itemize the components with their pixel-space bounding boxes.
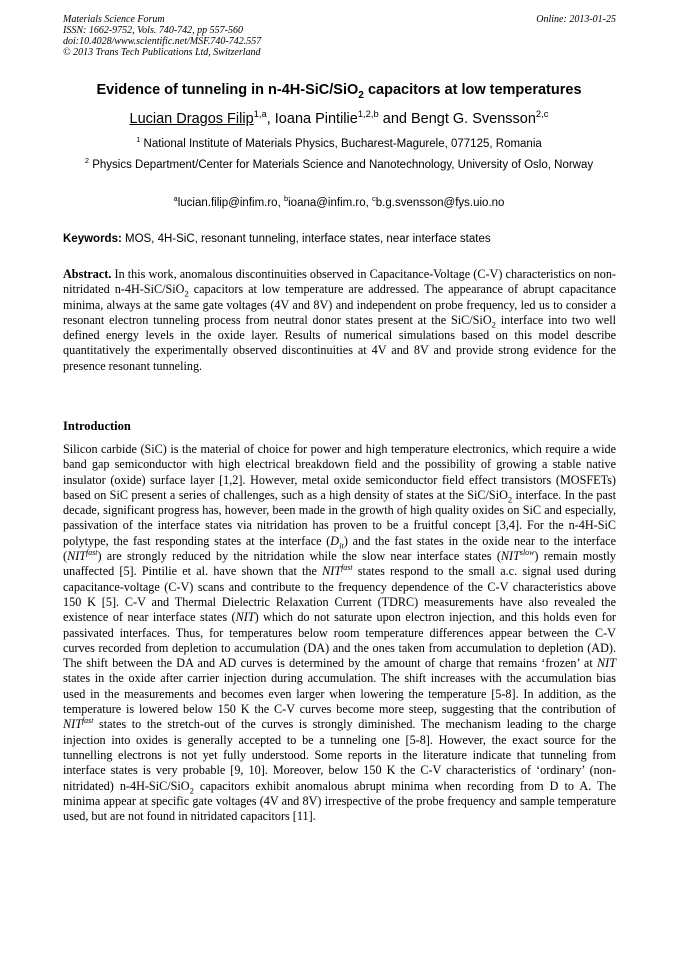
page-header	[63, 14, 616, 58]
abstract-label: Abstract.	[63, 267, 112, 281]
keywords: Keywords: MOS, 4H-SiC, resonant tunneling, interface states, near interface states	[63, 233, 491, 245]
online-date: Online: 2013-01-25	[536, 14, 616, 25]
issn-line: ISSN: 1662-9752, Vols. 740-742, pp 557-560	[63, 25, 243, 36]
author-list: Lucian Dragos Filip$^{1,a}$, Ioana Pintilie$^{1,2,b}$ and Bengt G. Svensson$^{2,c}$	[129, 108, 549, 127]
copyright-line: © 2013 Trans Tech Publications Ltd, Switzerland	[63, 47, 261, 58]
abstract: Abstract. In this work, anomalous discontinuities observed in Capacitance-Voltage (C-V) characteristics on non-nitridated n-4H-SiC/SiO$_2$ capacitors at low temperature are addressed. The appearance of abrupt capacitance minima, always at the same gate voltages (4V and 8V) and independent on probe frequency, led us to consider a resonant electron tunneling process from neutral donor states present at the SiC/SiO$_2$ interface into two well defined energy levels in the oxide layer. Results of numerical simulations based on this model describe quantitatively the experimentally observed discontinuities at 4V and 8V and provide strong evidence for the presence resonant tunneling.	[63, 267, 616, 373]
affiliation-1: $^1$ National Institute of Materials Physics, Bucharest-Magurele, 077125, Romania	[136, 135, 542, 150]
keywords-label: Keywords:	[63, 233, 122, 245]
section-heading-introduction: Introduction	[63, 419, 131, 433]
author-1: Lucian Dragos Filip	[129, 111, 254, 127]
doi-line: doi:10.4028/www.scientific.net/MSF.740-742.557	[63, 36, 262, 47]
author-3: Bengt G. Svensson	[410, 111, 536, 127]
author-2: Ioana Pintilie	[274, 111, 358, 127]
affiliation-2: $^2$ Physics Department/Center for Materials Science and Nanotechnology, University of Oslo, Norway	[84, 156, 594, 171]
introduction-paragraph: Silicon carbide (SiC) is the material of choice for power and high temperature electronics, which require a wide band gap semiconductor with high electrical breakdown field and the possibility of growing a stable native insulator (oxide) surface layer [1,2]. However, metal oxide semiconductor field effect transistors (MOSFETs) based on SiC present a series of challenges, such as a high density of states at the SiC/SiO$_2$ interface. In the past decade, significant progress has, however, been made in the growth of high quality oxides on SiC and especially, passivation of the interface states via nitridation has proven to be a fruitful concept [3,4]. For the n-4H-SiC polytype, the fast responding states at the interface $(D_{it})$ and the fast states in the oxide near to the interface $(NIT^{fast})$ are strongly reduced by the nitridation while the slow near interface states $(NIT^{slow})$ remain mostly unaffected [5]. Pintilie et al. have shown that the $NIT^{fast}$ states respond to the small a.c. signal used during capacitance-voltage (C-V) scans and contribute to the frequency dependence of the C-V characteristics above 150 K [5]. C-V and Thermal Dielectric Relaxation Current (TDRC) measurements have also revealed the existence of near interface states (NIT) which do not saturate upon electron injection, and this holds even for passivated interfaces. Thus, for temperatures below room temperature differences appear between the C-V curves recorded from depletion to accumulation (DA) and the ones taken from accumulation to depletion (AD). The shift between the DA and AD curves is determined by the amount of charge that remains ‘frozen’ at NIT states in the oxide after carrier injection during accumulation. The shift increases with the accumulation bias used in the measurements and becomes even larger when lowering the temperature [5-8]. In addition, as the temperature is lowered below 150 K the C-V curves become more steep, suggesting that the contribution of $NIT^{fast}$ states to the stretch-out of the curves is strongly diminished. The mechanism leading to the charge injection into oxides is generally accepted to be a tunneling one [5-8]. However, the exact source for the tunnelling electrons is not yet fully understood. Some reports in the literature indicate that tunneling from interface states is very probable [9, 10]. Moreover, below 150 K the C-V characteristics of ‘ordinary’ (non-nitridated) n-4H-SiC/SiO$_2$ capacitors exhibit anomalous abrupt minima when recording from D to A. The minima appear at specific gate voltages (4V and 8V) irrespective of the probe frequency and sample temperature used, but are not found in nitridated capacitors [11].	[63, 442, 617, 824]
paper-title: Evidence of tunneling in n-4H-SiC/SiO$_2$ capacitors at low temperatures	[96, 82, 582, 101]
email-line: $^a$lucian.filip@infim.ro, $^b$ioana@infim.ro, $^c$b.g.svensson@fys.uio.no	[173, 194, 505, 209]
journal-name: Materials Science Forum	[63, 14, 165, 25]
